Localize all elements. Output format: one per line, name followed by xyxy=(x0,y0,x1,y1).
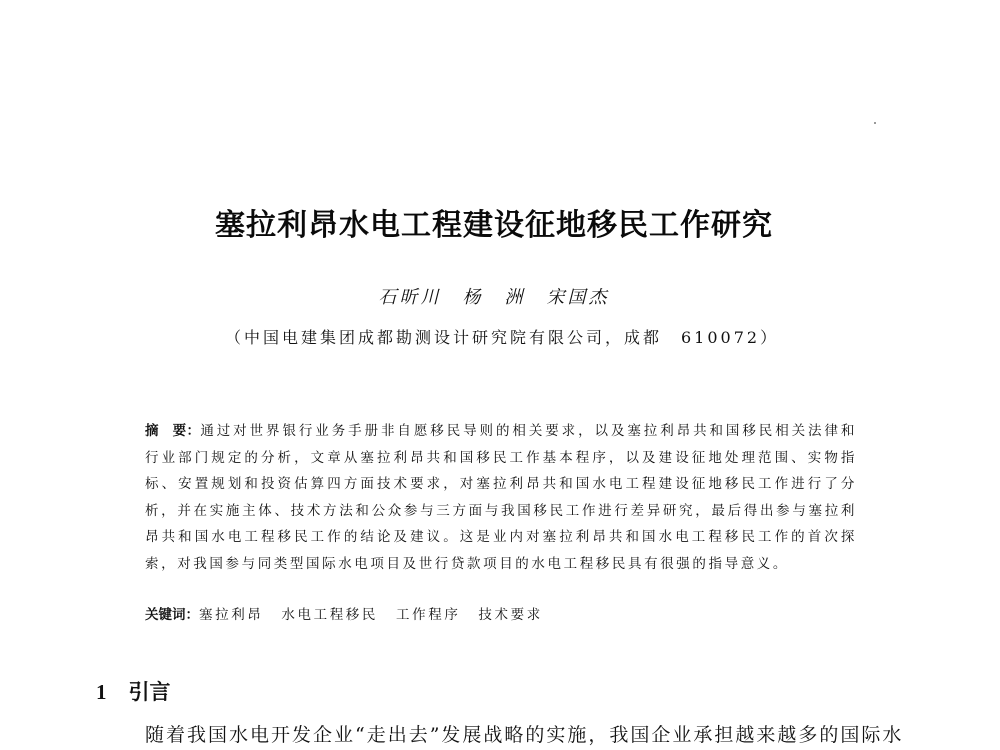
body-paragraph-first-line: 随着我国水电开发企业“走出去”发展战略的实施，我国企业承担越来越多的国际水 xyxy=(145,724,904,746)
author-list: 石昕川 杨 洲 宋国杰 xyxy=(378,287,610,308)
keyword: 水电工程移民 xyxy=(281,607,379,623)
section-title: 引言 xyxy=(128,680,171,704)
keyword: 工作程序 xyxy=(396,607,461,623)
scan-artifact-dot xyxy=(874,122,876,124)
keywords-label: 关键词： xyxy=(145,607,199,623)
section-heading xyxy=(96,676,171,706)
abstract xyxy=(145,418,857,577)
keyword: 塞拉利昂 xyxy=(199,607,264,623)
keywords xyxy=(145,603,561,623)
abstract-text: 通过对世界银行业务手册非自愿移民导则的相关要求，以及塞拉利昂共和国移民相关法律和行业部门规定的分析，文章从塞拉利昂共和国移民工作基本程序，以及建设征地处理范围、实物指标、安置规划和投资估算四方面技术要求，对塞拉利昂共和国水电工程建设征地移民工作进行了分析，并在实施主体、技术方法和公众参与三方面与我国移民工作进行差异研究，最后得出参与塞拉利昂共和国水电工程移民工作的结论及建议。这是业内对塞拉利昂共和国水电工程移民工作的首次探索，对我国参与同类型国际水电项目及世行贷款项目的水电工程移民具有很强的指导意义。 xyxy=(145,423,858,572)
author-affiliation: （中国电建集团成都勘测设计研究院有限公司，成都 610072） xyxy=(225,328,780,347)
keyword: 技术要求 xyxy=(478,607,543,623)
paper-title: 塞拉利昂水电工程建设征地移民工作研究 xyxy=(215,208,773,243)
abstract-label: 摘 要： xyxy=(145,423,201,439)
section-number: 1 xyxy=(96,680,107,704)
